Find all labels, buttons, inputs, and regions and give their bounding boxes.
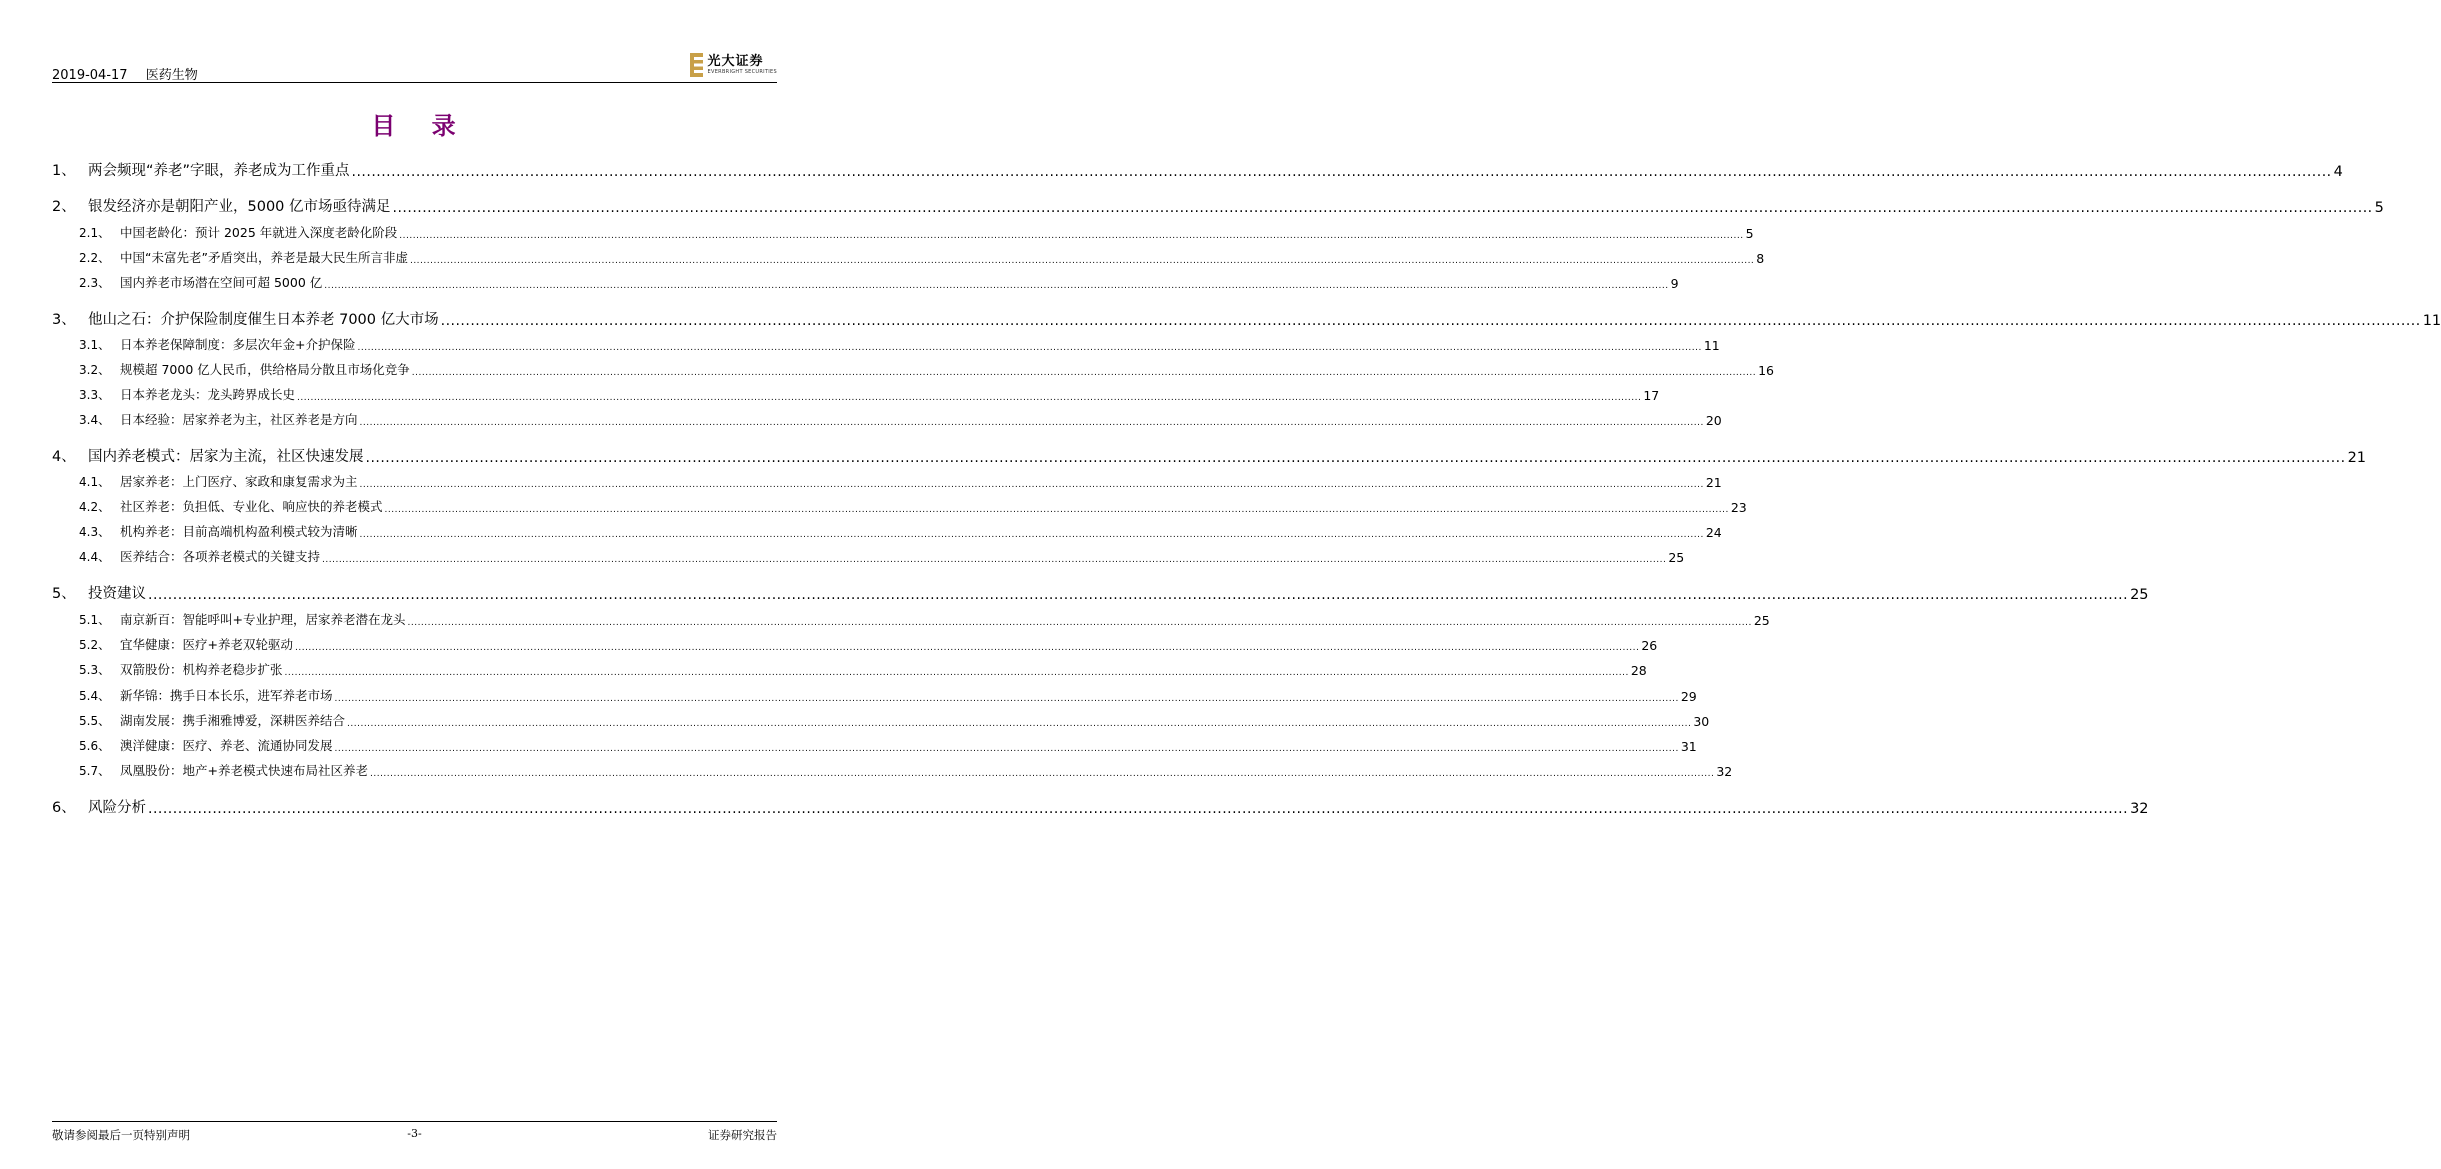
toc-entry-number: 5.6、 bbox=[79, 739, 111, 753]
toc-entry[interactable] bbox=[52, 736, 1697, 754]
toc-entry-title: 中国“未富先老”矛盾突出，养老是最大民生所言非虚 bbox=[120, 250, 408, 265]
toc-entry-page: 17 bbox=[1643, 388, 1660, 403]
toc-entry-number: 5.4、 bbox=[79, 689, 111, 703]
toc-dot-leader: ................................................................................................................................................................................................................................................................................................................................................................................................................ bbox=[357, 343, 1702, 353]
toc-entry[interactable] bbox=[52, 797, 2149, 817]
toc-dot-leader: ................................................................................................................................................................................................................................................................................................................................................................................................................ bbox=[411, 368, 1757, 378]
toc-dot-leader: ................................................................................................................................................................................................................................................................................................................................................................................................................ bbox=[148, 801, 2129, 817]
toc-dot-leader: ................................................................................................................................................................................................................................................................................................................................................................................................................ bbox=[409, 256, 1755, 266]
toc-entry-title: 澳洋健康：医疗、养老、流通协同发展 bbox=[120, 738, 333, 753]
toc-entry-title: 日本经验：居家养老为主，社区养老是方向 bbox=[120, 412, 358, 427]
toc-entry-number: 4、 bbox=[52, 449, 76, 465]
toc-dot-leader: ................................................................................................................................................................................................................................................................................................................................................................................................................ bbox=[407, 618, 1752, 628]
footer-disclaimer: 敬请参阅最后一页特别声明 bbox=[52, 1128, 190, 1142]
toc-entry[interactable] bbox=[52, 196, 2384, 216]
toc-dot-leader: ................................................................................................................................................................................................................................................................................................................................................................................................................ bbox=[347, 719, 1692, 729]
toc-entry-number: 4.4、 bbox=[79, 550, 111, 564]
toc-entry-number: 2、 bbox=[52, 199, 76, 215]
toc-entry[interactable] bbox=[52, 660, 1647, 678]
toc-entry-page: 32 bbox=[1716, 764, 1733, 779]
logo-cn-text: 光大证券 bbox=[707, 54, 764, 69]
toc-entry-page: 28 bbox=[1630, 663, 1647, 678]
toc-entry-page: 4 bbox=[2333, 164, 2343, 180]
toc-dot-leader: ................................................................................................................................................................................................................................................................................................................................................................................................................ bbox=[392, 200, 2373, 216]
toc-entry-page: 26 bbox=[1641, 638, 1658, 653]
toc-dot-leader: ................................................................................................................................................................................................................................................................................................................................................................................................................ bbox=[148, 587, 2129, 603]
toc-dot-leader: ................................................................................................................................................................................................................................................................................................................................................................................................................ bbox=[351, 164, 2332, 180]
toc-entry-title: 规模超 7000 亿人民币，供给格局分散且市场化竞争 bbox=[120, 362, 410, 377]
toc-dot-leader: ................................................................................................................................................................................................................................................................................................................................................................................................................ bbox=[294, 643, 1640, 653]
toc-entry-page: 11 bbox=[1703, 338, 1720, 353]
toc-entry-page: 31 bbox=[1680, 739, 1697, 754]
toc-dot-leader: ................................................................................................................................................................................................................................................................................................................................................................................................................ bbox=[359, 418, 1704, 428]
toc-entry[interactable] bbox=[52, 635, 1658, 653]
toc-entry[interactable] bbox=[52, 223, 1754, 241]
header-divider bbox=[52, 82, 777, 83]
toc-entry-page: 25 bbox=[1753, 613, 1770, 628]
toc-entry-number: 2.2、 bbox=[79, 251, 111, 265]
toc-dot-leader: ................................................................................................................................................................................................................................................................................................................................................................................................................ bbox=[384, 505, 1729, 515]
toc-entry-title: 风险分析 bbox=[88, 800, 146, 816]
toc-entry-number: 3.1、 bbox=[79, 338, 111, 352]
toc-dot-leader: ................................................................................................................................................................................................................................................................................................................................................................................................................ bbox=[334, 744, 1679, 754]
toc-entry[interactable] bbox=[52, 385, 1660, 403]
toc-entry[interactable] bbox=[52, 686, 1697, 704]
toc-dot-leader: ................................................................................................................................................................................................................................................................................................................................................................................................................ bbox=[324, 281, 1669, 291]
toc-entry[interactable] bbox=[52, 472, 1722, 490]
toc-entry-page: 5 bbox=[1745, 226, 1754, 241]
toc-entry-title: 双箭股份：机构养老稳步扩张 bbox=[120, 662, 283, 677]
toc-entry-title: 投资建议 bbox=[88, 586, 146, 602]
everbright-logo-icon bbox=[690, 53, 704, 77]
toc-dot-leader: ................................................................................................................................................................................................................................................................................................................................................................................................................ bbox=[284, 668, 1629, 678]
logo-en-text: EVERBRIGHT SECURITIES bbox=[707, 69, 777, 75]
toc-entry-page: 32 bbox=[2130, 801, 2149, 817]
toc-entry-page: 11 bbox=[2422, 313, 2441, 329]
toc-entry-number: 4.3、 bbox=[79, 525, 111, 539]
toc-entry-title: 日本养老龙头：龙头跨界成长史 bbox=[120, 387, 296, 402]
header-meta bbox=[52, 64, 212, 83]
toc-entry-page: 30 bbox=[1693, 714, 1710, 729]
toc-entry-page: 29 bbox=[1680, 689, 1697, 704]
toc-entry-number: 3.3、 bbox=[79, 388, 111, 402]
toc-entry-page: 23 bbox=[1730, 500, 1747, 515]
toc-entry-page: 21 bbox=[2347, 450, 2367, 466]
toc-entry-number: 5、 bbox=[52, 586, 76, 602]
toc-dot-leader: ................................................................................................................................................................................................................................................................................................................................................................................................................ bbox=[365, 450, 2346, 466]
toc-entry-title: 国内养老模式：居家为主流，社区快速发展 bbox=[88, 449, 364, 465]
everbright-logo bbox=[690, 50, 777, 80]
toc-entry-title: 医养结合：各项养老模式的关键支持 bbox=[120, 549, 321, 564]
page-footer bbox=[52, 1127, 777, 1143]
toc-entry[interactable] bbox=[52, 309, 2441, 329]
toc-entry-title: 机构养老：目前高端机构盈利模式较为清晰 bbox=[120, 524, 358, 539]
toc-entry-title: 湖南发展：携手湘雅博爱，深耕医养结合 bbox=[120, 713, 346, 728]
footer-divider bbox=[52, 1121, 777, 1122]
toc-dot-leader: ................................................................................................................................................................................................................................................................................................................................................................................................................ bbox=[440, 313, 2421, 329]
toc-entry-number: 2.1、 bbox=[79, 226, 111, 240]
toc-dot-leader: ................................................................................................................................................................................................................................................................................................................................................................................................................ bbox=[297, 393, 1642, 403]
toc-entry-page: 21 bbox=[1705, 475, 1722, 490]
toc-entry[interactable] bbox=[52, 547, 1685, 565]
toc-entry-number: 5.5、 bbox=[79, 714, 111, 728]
toc-entry-number: 3、 bbox=[52, 312, 76, 328]
toc-entry[interactable] bbox=[52, 335, 1720, 353]
toc-entry-title: 他山之石：介护保险制度催生日本养老 7000 亿大市场 bbox=[88, 312, 439, 328]
report-date: 2019-04-17 bbox=[52, 68, 128, 83]
toc-entry-page: 24 bbox=[1705, 525, 1722, 540]
page-number: -3- bbox=[407, 1127, 422, 1140]
toc-entry[interactable] bbox=[52, 583, 2149, 603]
toc-entry-number: 1、 bbox=[52, 163, 76, 179]
toc-entry[interactable] bbox=[52, 761, 1733, 779]
toc-dot-leader: ................................................................................................................................................................................................................................................................................................................................................................................................................ bbox=[399, 231, 1744, 241]
toc-entry[interactable] bbox=[52, 446, 2367, 466]
toc-entry-page: 25 bbox=[2130, 587, 2149, 603]
toc-entry-number: 4.1、 bbox=[79, 475, 111, 489]
toc-entry-title: 中国老龄化：预计 2025 年就进入深度老龄化阶段 bbox=[120, 225, 398, 240]
toc-entry-title: 凤凰股份：地产+养老模式快速布局社区养老 bbox=[120, 763, 368, 778]
toc-entry[interactable] bbox=[52, 160, 2343, 180]
toc-dot-leader: ................................................................................................................................................................................................................................................................................................................................................................................................................ bbox=[322, 555, 1667, 565]
toc-entry-title: 居家养老：上门医疗、家政和康复需求为主 bbox=[120, 474, 358, 489]
toc-entry[interactable] bbox=[52, 360, 1775, 378]
toc-entry[interactable] bbox=[52, 610, 1770, 628]
toc-entry[interactable] bbox=[52, 273, 1679, 291]
toc-title: 目 录 bbox=[371, 112, 470, 140]
toc-entry-number: 5.2、 bbox=[79, 638, 111, 652]
toc-entry-number: 4.2、 bbox=[79, 500, 111, 514]
toc-entry-number: 3.4、 bbox=[79, 413, 111, 427]
toc-entry-number: 2.3、 bbox=[79, 276, 111, 290]
toc-entry-page: 20 bbox=[1705, 413, 1722, 428]
toc-entry-title: 新华锦：携手日本长乐，进军养老市场 bbox=[120, 688, 333, 703]
toc-entry-page: 5 bbox=[2374, 200, 2384, 216]
toc-dot-leader: ................................................................................................................................................................................................................................................................................................................................................................................................................ bbox=[359, 480, 1704, 490]
toc-entry-page: 25 bbox=[1668, 550, 1685, 565]
toc-dot-leader: ................................................................................................................................................................................................................................................................................................................................................................................................................ bbox=[359, 530, 1704, 540]
toc-entry-number: 5.7、 bbox=[79, 764, 111, 778]
footer-report-type: 证券研究报告 bbox=[708, 1128, 777, 1142]
toc-entry[interactable] bbox=[52, 711, 1710, 729]
toc-entry-number: 3.2、 bbox=[79, 363, 111, 377]
toc-entry-title: 南京新百：智能呼叫+专业护理，居家养老潜在龙头 bbox=[120, 612, 406, 627]
toc-entry-page: 16 bbox=[1758, 363, 1775, 378]
toc-entry-title: 宜华健康：医疗+养老双轮驱动 bbox=[120, 637, 293, 652]
toc-dot-leader: ................................................................................................................................................................................................................................................................................................................................................................................................................ bbox=[334, 694, 1679, 704]
toc-entry-title: 银发经济亦是朝阳产业，5000 亿市场亟待满足 bbox=[88, 199, 391, 215]
toc-entry-title: 国内养老市场潜在空间可超 5000 亿 bbox=[120, 275, 323, 290]
toc-entry[interactable] bbox=[52, 248, 1765, 266]
toc-entry-number: 5.1、 bbox=[79, 613, 111, 627]
toc-entry-title: 日本养老保障制度：多层次年金+介护保险 bbox=[120, 337, 356, 352]
page-header bbox=[52, 50, 777, 82]
toc-entry-page: 8 bbox=[1756, 251, 1765, 266]
toc-entry-number: 5.3、 bbox=[79, 663, 111, 677]
toc-entry[interactable] bbox=[52, 410, 1722, 428]
toc-entry-title: 两会频现“养老”字眼，养老成为工作重点 bbox=[88, 163, 350, 179]
toc-entry[interactable] bbox=[52, 522, 1722, 540]
toc-dot-leader: ................................................................................................................................................................................................................................................................................................................................................................................................................ bbox=[369, 769, 1715, 779]
toc-entry-title: 社区养老：负担低、专业化、响应快的养老模式 bbox=[120, 499, 383, 514]
toc-entry[interactable] bbox=[52, 497, 1747, 515]
toc-entry-number: 6、 bbox=[52, 800, 76, 816]
toc-entry-page: 9 bbox=[1670, 276, 1679, 291]
report-sector: 医药生物 bbox=[145, 68, 198, 83]
